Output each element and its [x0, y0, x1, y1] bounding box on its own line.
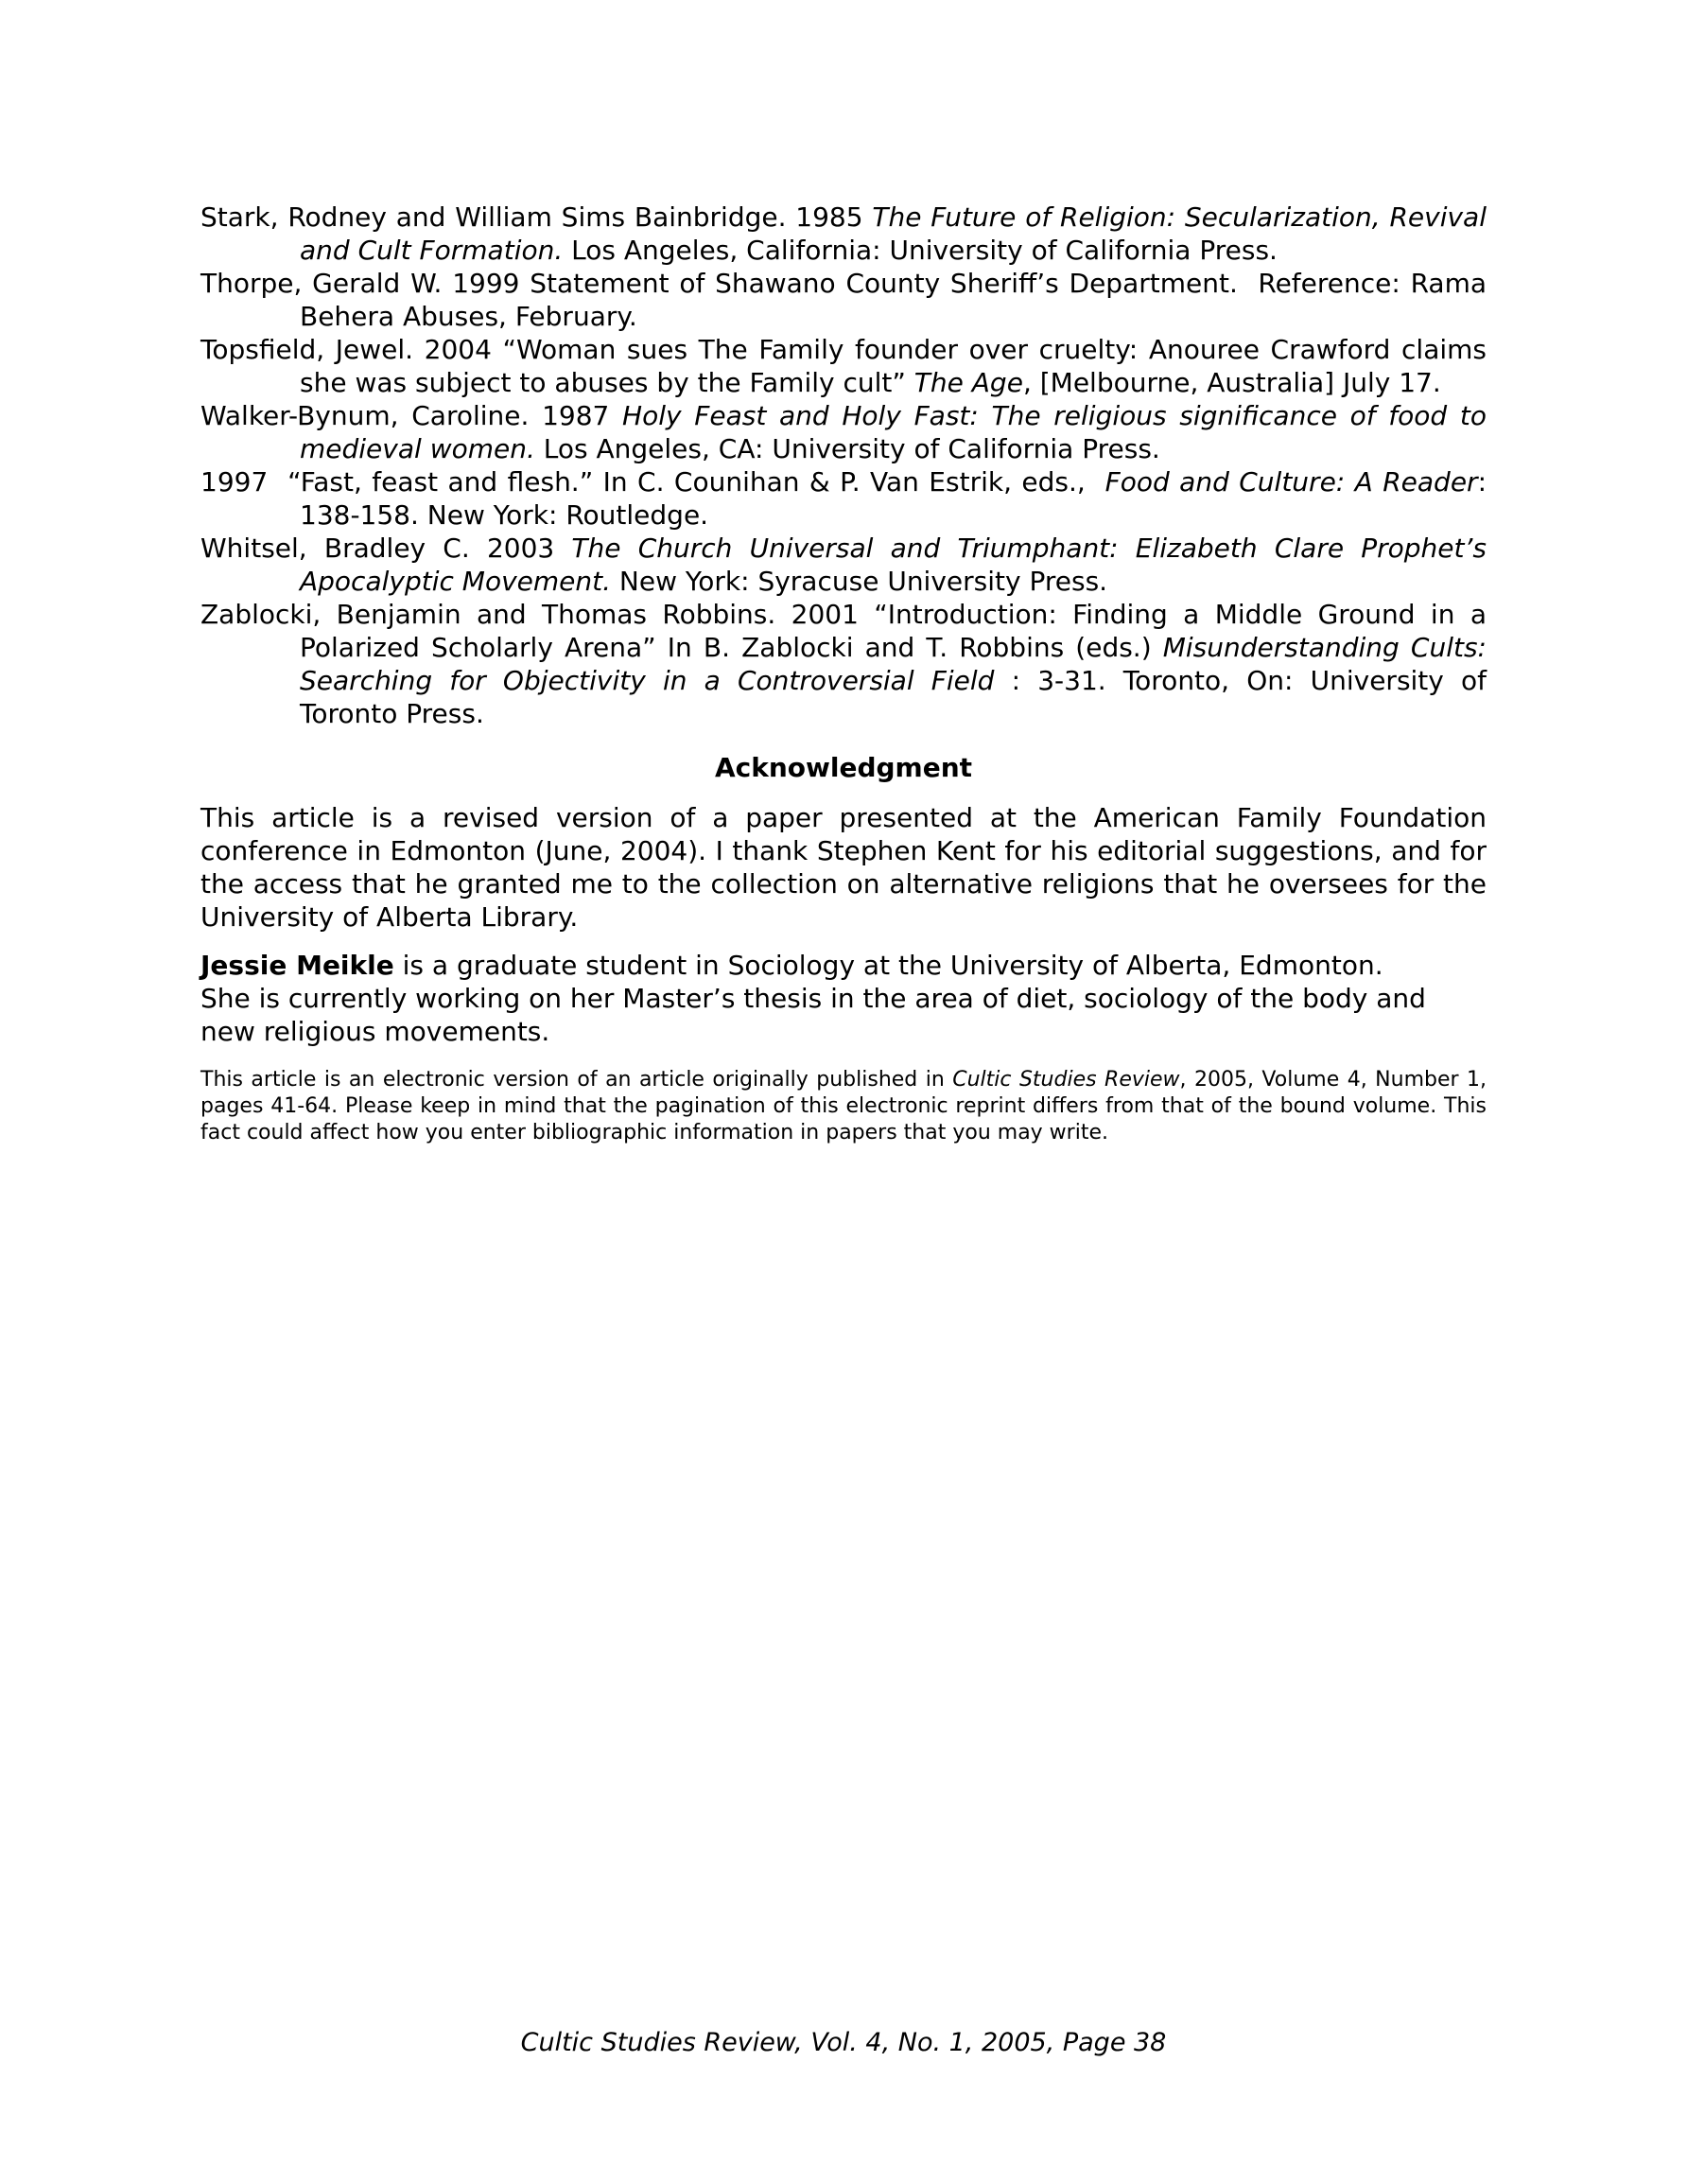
page-footer: Cultic Studies Review, Vol. 4, No. 1, 2005, Page 38 — [520, 2028, 1167, 2057]
page-content — [200, 201, 1487, 1146]
reference-entry: Stark, Rodney and William Sims Bainbridge. 1985 The Future of Religion: Secularization, Revival and Cult Formation. Los Angeles, California: University of California Press. — [200, 201, 1487, 266]
author-bio — [200, 949, 1487, 1048]
author-bio-line1: Jessie Meikle is a graduate student in Sociology at the University of Alberta, Edmonton. — [200, 950, 1383, 981]
reference-entry: Whitsel, Bradley C. 2003 The Church Universal and Triumphant: Elizabeth Clare Prophet’s Apocalyptic Movement. New York: Syracuse University Press. — [200, 533, 1487, 597]
reference-entry: 1997 “Fast, feast and flesh.” In C. Counihan & P. Van Estrik, eds., Food and Culture: A Reader: 138-158. New York: Routledge. — [200, 466, 1487, 531]
reference-entry: Topsfield, Jewel. 2004 “Woman sues The Family founder over cruelty: Anouree Crawford claims she was subject to abuses by the Family cult” The Age, [Melbourne, Australia] July 17. — [200, 334, 1487, 398]
references-list — [200, 201, 1487, 730]
reference-entry: Zablocki, Benjamin and Thomas Robbins. 2001 “Introduction: Finding a Middle Ground in a Polarized Scholarly Arena” In B. Zablocki and T. Robbins (eds.) Misunderstanding Cults: Searching for Objectivity in a Controversial Field : 3-31. Toronto, On: University of Toronto Press. — [200, 599, 1487, 729]
author-bio-rest: She is currently working on her Master’s thesis in the area of diet, sociology of the body and new religious movements. — [200, 983, 1426, 1047]
reference-entry: Thorpe, Gerald W. 1999 Statement of Shawano County Sheriff’s Department. Reference: Rama Behera Abuses, February. — [200, 268, 1487, 332]
acknowledgment-heading: Acknowledgment — [714, 752, 973, 783]
reference-entry: Walker-Bynum, Caroline. 1987 Holy Feast and Holy Fast: The religious significance of food to medieval women. Los Angeles, CA: University of California Press. — [200, 400, 1487, 464]
reprint-note: This article is an electronic version of an article originally published in Cultic Studies Review, 2005, Volume 4, Number 1, pages 41-64. Please keep in mind that the pagination of this electronic reprint differs from that of the bound volume. This fact could affect how you enter bibliographic information in papers that you may write. — [200, 1068, 1487, 1144]
acknowledgment-paragraph: This article is a revised version of a paper presented at the American Family Foundation conference in Edmonton (June, 2004). I thank Stephen Kent for his editorial suggestions, and for the access that he granted me to the collection on alternative religions that he oversees for the University of Alberta Library. — [200, 802, 1487, 933]
